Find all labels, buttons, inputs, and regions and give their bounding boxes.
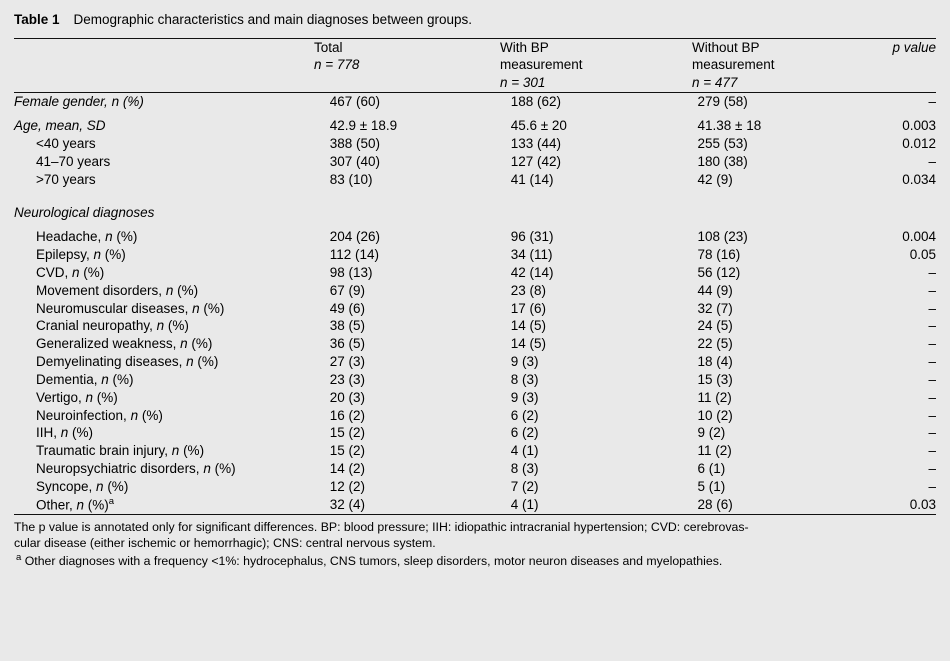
row-value-with-bp: 42 (14) — [510, 265, 554, 281]
row-value-with-bp: 96 (31) — [510, 229, 554, 245]
row-value-with-bp: 4 (1) — [510, 496, 539, 512]
row-label: Syncope, n (%) — [36, 478, 129, 494]
row-value-p: 0.03 — [909, 496, 936, 512]
row-value-total: 42.9 ± 18.9 — [329, 118, 398, 134]
row-value-without-bp: 108 (23) — [697, 229, 748, 245]
table-row — [14, 196, 936, 222]
row-value-with-bp: 4 (1) — [510, 443, 539, 459]
footnote-line-1: The p value is annotated only for significant differences. BP: blood pressure; IIH: idiopathic intracranial hypertension; CVD: cerebrovas- — [14, 519, 749, 534]
row-value-without-bp: 11 (2) — [697, 443, 732, 459]
footnote-a-text: Other diagnoses with a frequency <1%: hydrocephalus, CNS tumors, sleep disorders, motor neuron diseases and myelopathies. — [24, 553, 723, 568]
header-with-line3: n = 301 — [500, 74, 546, 90]
row-value-p: – — [928, 265, 936, 281]
row-value-p: – — [928, 336, 936, 352]
table-row — [14, 442, 936, 460]
row-value-without-bp: 9 (2) — [697, 425, 726, 441]
table-row — [14, 153, 936, 171]
row-value-p: – — [928, 93, 936, 109]
row-value-with-bp: 7 (2) — [510, 478, 539, 494]
table-head — [14, 39, 936, 92]
footnote-line-3 — [14, 552, 936, 569]
table-row — [14, 300, 936, 318]
row-value-p: – — [928, 153, 936, 169]
table-row — [14, 353, 936, 371]
row-value-without-bp: 180 (38) — [697, 153, 748, 169]
footnote-ref-a: a — [108, 495, 115, 507]
table-header-row — [14, 39, 936, 92]
table-caption-label: Table 1 — [14, 12, 60, 27]
table-caption — [14, 10, 936, 38]
row-value-total: 32 (4) — [329, 496, 366, 512]
demographics-table-body — [14, 93, 936, 514]
row-label: Demyelinating diseases, n (%) — [36, 354, 219, 370]
table-spacer-row — [14, 221, 936, 228]
row-value-without-bp: 24 (5) — [697, 318, 733, 334]
table-spacer-row — [14, 189, 936, 196]
header-total-line2: n = 778 — [314, 57, 360, 73]
row-label: Dementia, n (%) — [36, 371, 134, 387]
row-value-p: – — [928, 407, 936, 423]
row-value-with-bp: 6 (2) — [510, 407, 539, 423]
row-value-p: 0.034 — [902, 171, 936, 187]
header-without-line2: measurement — [692, 57, 775, 73]
row-value-total — [330, 196, 511, 222]
table-row — [14, 117, 936, 135]
row-value-without-bp: 255 (53) — [697, 136, 748, 152]
row-value-p: – — [928, 282, 936, 298]
row-value-total: 16 (2) — [329, 407, 366, 423]
row-value-without-bp: 6 (1) — [697, 460, 726, 476]
row-value-total: 67 (9) — [329, 282, 366, 298]
header-with-line1: With BP — [500, 39, 549, 55]
row-value-total: 204 (26) — [329, 229, 381, 245]
table-caption-text: Demographic characteristics and main diagnoses between groups. — [73, 12, 472, 27]
table-row — [14, 424, 936, 442]
row-label: CVD, n (%) — [36, 265, 105, 281]
row-value-without-bp: 28 (6) — [697, 496, 733, 512]
header-cell-with-bp — [500, 39, 692, 92]
row-value-without-bp: 44 (9) — [697, 282, 733, 298]
row-label: Cranial neuropathy, n (%) — [36, 318, 189, 334]
row-value-p: 0.05 — [909, 247, 936, 263]
row-value-p: 0.012 — [902, 136, 936, 152]
row-value-p: – — [928, 371, 936, 387]
row-value-p: – — [928, 318, 936, 334]
row-label: Age, mean, SD — [14, 118, 106, 134]
row-value-with-bp: 133 (44) — [510, 136, 562, 152]
table-row — [14, 282, 936, 300]
row-value-with-bp: 9 (3) — [510, 354, 539, 370]
spacer-cell — [14, 189, 936, 196]
row-label: Traumatic brain injury, n (%) — [36, 443, 205, 459]
row-value-total: 15 (2) — [329, 443, 366, 459]
table-spacer-row — [14, 110, 936, 117]
row-value-with-bp — [511, 196, 698, 222]
row-value-total: 388 (50) — [329, 136, 381, 152]
row-value-without-bp: 5 (1) — [697, 478, 726, 494]
row-value-p: – — [928, 443, 936, 459]
row-value-total: 27 (3) — [329, 354, 366, 370]
header-total-line1: Total — [314, 39, 343, 55]
row-value-p: – — [928, 389, 936, 405]
row-value-with-bp: 8 (3) — [510, 371, 539, 387]
table-row — [14, 93, 936, 111]
table-body — [14, 93, 936, 514]
row-value-without-bp: 42 (9) — [697, 171, 733, 187]
row-value-with-bp: 127 (42) — [510, 153, 562, 169]
row-value-total: 12 (2) — [329, 478, 366, 494]
row-label: Female gender, n (%) — [14, 93, 144, 109]
row-label: Vertigo, n (%) — [36, 389, 118, 405]
header-without-line3: n = 477 — [692, 74, 738, 90]
spacer-cell — [14, 221, 936, 228]
row-value-with-bp: 34 (11) — [510, 247, 553, 263]
row-label: Neuromuscular diseases, n (%) — [36, 300, 225, 316]
row-label: Epilepsy, n (%) — [36, 247, 126, 263]
row-value-total: 49 (6) — [329, 300, 366, 316]
table-row — [14, 264, 936, 282]
table-footnotes — [14, 515, 936, 569]
row-value-without-bp: 41.38 ± 18 — [697, 118, 762, 134]
row-label: Neuroinfection, n (%) — [36, 407, 163, 423]
footnote-marker-a: a — [16, 551, 22, 563]
row-value-total: 38 (5) — [329, 318, 366, 334]
row-label: 41–70 years — [36, 153, 111, 169]
row-value-without-bp: 18 (4) — [697, 354, 733, 370]
row-value-with-bp: 41 (14) — [510, 171, 554, 187]
row-value-without-bp: 10 (2) — [697, 407, 733, 423]
row-value-with-bp: 23 (8) — [510, 282, 546, 298]
header-cell-without-bp — [692, 39, 882, 92]
row-value-with-bp: 14 (5) — [510, 336, 546, 352]
table-row — [14, 335, 936, 353]
row-value-p — [883, 196, 936, 222]
spacer-cell — [14, 110, 936, 117]
header-without-line1: Without BP — [692, 39, 760, 55]
table-row — [14, 478, 936, 496]
row-value-without-bp — [698, 196, 883, 222]
row-value-p: – — [928, 354, 936, 370]
row-value-p: – — [928, 478, 936, 494]
header-with-line2: measurement — [500, 57, 583, 73]
header-cell-total — [314, 39, 500, 92]
table-row — [14, 496, 936, 514]
row-value-without-bp: 22 (5) — [697, 336, 733, 352]
row-value-total: 14 (2) — [329, 460, 366, 476]
row-value-with-bp: 8 (3) — [510, 460, 539, 476]
table-row — [14, 407, 936, 425]
row-value-without-bp: 11 (2) — [697, 389, 732, 405]
row-value-total: 83 (10) — [329, 171, 373, 187]
table-row — [14, 371, 936, 389]
row-value-with-bp: 188 (62) — [510, 93, 562, 109]
row-value-p: – — [928, 300, 936, 316]
row-value-with-bp: 9 (3) — [510, 389, 539, 405]
row-label: IIH, n (%) — [36, 425, 94, 441]
row-value-total: 23 (3) — [329, 371, 366, 387]
table-row — [14, 171, 936, 189]
demographics-table — [14, 39, 936, 92]
table-row — [14, 460, 936, 478]
row-label: Neurological diagnoses — [14, 204, 155, 220]
row-value-total: 36 (5) — [329, 336, 366, 352]
row-value-p: – — [928, 460, 936, 476]
row-value-p: 0.004 — [902, 229, 936, 245]
row-value-with-bp: 6 (2) — [510, 425, 539, 441]
row-value-without-bp: 78 (16) — [697, 247, 741, 263]
row-value-with-bp: 45.6 ± 20 — [510, 118, 567, 134]
table-row — [14, 228, 936, 246]
row-value-total: 112 (14) — [329, 247, 380, 263]
header-cell-blank — [14, 39, 314, 92]
row-value-total: 307 (40) — [329, 153, 381, 169]
row-value-total: 15 (2) — [329, 425, 366, 441]
table-row — [14, 246, 936, 264]
row-label: <40 years — [36, 136, 96, 152]
row-label: Movement disorders, n (%) — [36, 282, 199, 298]
row-value-with-bp: 14 (5) — [510, 318, 546, 334]
table-row — [14, 389, 936, 407]
row-value-with-bp: 17 (6) — [510, 300, 546, 316]
table-row — [14, 317, 936, 335]
row-label: Generalized weakness, n (%) — [36, 336, 213, 352]
row-value-without-bp: 279 (58) — [697, 93, 748, 109]
row-label: Other, n (%)$^a$ — [36, 495, 115, 513]
row-value-without-bp: 56 (12) — [697, 265, 741, 281]
row-value-without-bp: 15 (3) — [697, 371, 733, 387]
header-cell-p-value: p value — [892, 39, 936, 55]
row-label: Headache, n (%) — [36, 229, 138, 245]
row-label: Neuropsychiatric disorders, n (%) — [36, 460, 236, 476]
row-value-p: 0.003 — [902, 118, 936, 134]
row-value-total: 467 (60) — [329, 93, 381, 109]
row-value-p: – — [928, 425, 936, 441]
row-value-total: 98 (13) — [329, 265, 373, 281]
table-row — [14, 135, 936, 153]
row-value-without-bp: 32 (7) — [697, 300, 733, 316]
footnote-line-2: cular disease (either ischemic or hemorrhagic); CNS: central nervous system. — [14, 536, 436, 551]
row-value-total: 20 (3) — [329, 389, 366, 405]
row-label: >70 years — [36, 171, 96, 187]
